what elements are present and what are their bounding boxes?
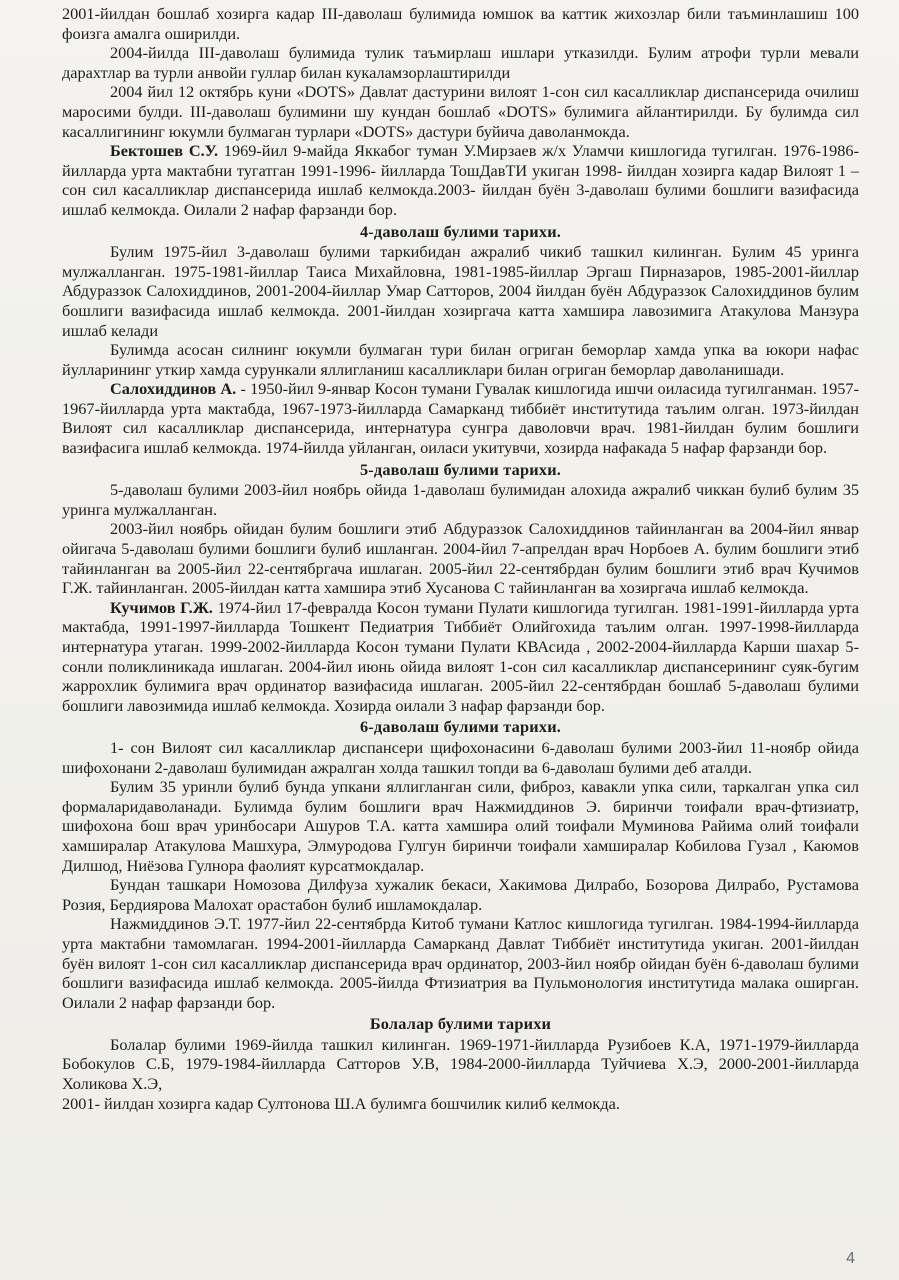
bio-text: - 1950-йил 9-январ Косон тумани Гувалак кишлогида ишчи оиласида тугилганман. 1957-1967-йилларда урта мактабда, 1967-1973-йилларда Самарканд тиббиёт институтида таълим олган. 1973-йилдан Вилоят сил касалликлар диспансерида, интернатура сунгра даволовчи врач. 1981-йилдан булим бошлиги вазифасига ишлаб келмокда. 1974-йилда уйланган, оиласи укитувчи, хозирда нафакада 5 нафар фарзанди бор. bbox=[62, 379, 859, 458]
paragraph: Бундан ташкари Номозова Дилфуза хужалик бекаси, Хакимова Дилрабо, Бозорова Дилрабо, Рустамова Розия, Бердиярова Малохат орастабон булиб ишламокдалар. bbox=[62, 875, 859, 914]
paragraph: Болалар булими 1969-йилда ташкил килинган. 1969-1971-йилларда Рузибоев К.А, 1971-1979-йилларда Бобокулов С.Б, 1979-1984-йилларда Сатторов У.В, 1984-2000-йилларда Туйчиева Х.Э, 2000-2001-йилларда Холикова Х.Э, bbox=[62, 1034, 859, 1094]
bio-paragraph bbox=[62, 598, 859, 716]
paragraph: 2001- йилдан хозирга кадар Султонова Ш.А булимга бошчилик килиб келмокда. bbox=[62, 1093, 620, 1113]
person-name: Кучимов Г.Ж. bbox=[110, 597, 213, 617]
paragraph: Булим 35 уринли булиб бунда упкани яллигланган сили, фиброз, кавакли упка сили, таркалган упка сил формаларидаволанади. Булимда булим бошлиги врач Нажмиддинов Э. биринчи тоифали врач-фтизиатр, шифохона бош врач уринбосари Ашуров Т.А. катта хамшира олий тоифали Муминова Райима олий тоифали хамширалар Атакулова Машхура, Элмуродова Гулгун биринчи тоифали хамширалар Кобилова Гузал , Каюмов Дилшод, Ниёзова Гулнора фаолият курсатмокдалар. bbox=[62, 777, 859, 875]
paragraph: Булимда асосан силнинг юкумли булмаган тури билан огриган беморлар хамда упка ва юкори нафас йулларининг уткир хамда сурункали яллигланиш касалликлари билан огриган беморлар даволанишади. bbox=[62, 340, 859, 379]
paragraph: 2004-йилда III-даволаш булимида тулик таъмирлаш ишлари утказилди. Булим атрофи турли мевали дарахтлар ва турли анвойи гуллар билан кукаламзорлаштирилди bbox=[62, 43, 859, 82]
section-heading: 5-даволаш булими тарихи. bbox=[359, 459, 562, 479]
paragraph: 1- сон Вилоят сил касалликлар диспансери щифохонасини 6-даволаш булими 2003-йил 11-ноябр ойида шифохонани 2-даволаш булимидан ажралган холда ташкил топди ва 6-даволаш булими деб аталди. bbox=[62, 737, 859, 777]
person-name: Салохиддинов А. bbox=[110, 379, 237, 399]
paragraph: 2001-йилдан бошлаб хозирга кадар III-даволаш булимида юмшок ва каттик жихозлар били таъминлашиш 100 фоизга амалга оширилди. bbox=[62, 4, 859, 43]
bio-text: 1969-йил 9-майда Яккабог туман У.Мирзаев ж/х Уламчи кишлогида тугилган. 1976-1986- йилларда урта мактабни тугатган 1991-1996- йилларда ТошДавТИ укиган 1998- йилдан хозирга кадар Вилоят 1 – сон сил касалликлар диспансерида ишлаб келмокда.2003- йилдан буён 3-даволаш булими бошлиги вазифасида ишлаб келмокда. Оилали 2 нафар фарзанди бор. bbox=[62, 141, 859, 219]
section-heading: Болалар булими тарихи bbox=[369, 1014, 552, 1034]
paragraph: 2003-йил ноябрь ойидан булим бошлиги этиб Абдураззок Салохиддинов тайинланган ва 2004-йил январ ойигача 5-даволаш булими бошлиги булиб ишланган. 2004-йил 7-апрелдан врач Норбоев А. булим бошлиги этиб тайинланган ва 2005-йил 22-сентябргача ишлаган. 2005-йил 22-сентябрдан булим бошлиги этиб врач Кучимов Г.Ж. тайинланган. 2005-йилдан катта хамшира этиб Хусанова С тайинланган ва хозиргача ишлаб келмокда. bbox=[62, 519, 859, 598]
bio-paragraph bbox=[62, 141, 859, 219]
paragraph: Булим 1975-йил 3-даволаш булими таркибидан ажралиб чикиб ташкил килинган. Булим 45 урингa мулжалланган. 1975-1981-йиллар Таиса Михайловна, 1981-1985-йиллар Эргаш Пирназаров, 1985-2001-йиллар Абдураззок Салохиддинов, 2001-2004-йиллар Умар Сатторов, 2004 йилдан буён Абдураззок Салохиддинов булим бошлиги вазифасида ишлаб келмокда. 2001-йилдан хозиргача катта хамшира лавозимига Атакулова Манзура ишлаб келади bbox=[62, 242, 859, 340]
bio-text: 1974-йил 17-февралда Косон тумани Пулати кишлогида тугилган. 1981-1991-йилларда урта мактабда, 1991-1997-йилларда Тошкент Педиатрия Тиббиёт Олийгохида таълим олган. 1997-1998-йилларда интернатура утаган. 1999-2002-йилларда Косон тумани Пулати КВАсида , 2002-2004-йилларда Карши шахар 5-сонли поликлиникада ишлаган. 2004-йил июнь ойида вилоят 1-сон сил касалликлар диспансерининг суяк-бугим жаррохлик булимига врач ординатор вазифасида ишлаган. 2005-йил 22-сентябрдан бошлаб 5-даволаш булими бошлиги лавозимида ишлаб келмокда. Хозирда оилали 3 нафар фарзанди бор. bbox=[62, 597, 860, 715]
person-name: Бектошев С.У. bbox=[110, 141, 219, 161]
page-number: 4 bbox=[846, 1250, 855, 1267]
paragraph: Нажмиддинов Э.Т. 1977-йил 22-сентябрда Китоб тумани Катлос кишлогида тугилган. 1984-1994-йилларда урта мактабни тамомлаган. 1994-2001-йилларда Самарканд Давлат Тиббиёт институтида укиган. 2001-йилдан буён вилоят 1-сон сил касалликлар диспансерида врач ординатор, 2003-йил ноябр ойидан буён 6-даволаш булими бошлиги вазифасида ишлаб келмокда. 2005-йилда Фтизиатрия ва Пульмонология институтида малака оширган. Оилали 2 нафар фарзанди бор. bbox=[62, 914, 859, 1012]
section-heading: 4-даволаш булими тарихи. bbox=[359, 221, 562, 241]
section-heading: 6-даволаш булими тарихи. bbox=[359, 717, 562, 737]
paragraph: 5-даволаш булими 2003-йил ноябрь ойида 1-даволаш булимидан алохида ажралиб чиккан булиб булим 35 уринга мулжалланган. bbox=[62, 480, 859, 519]
bio-paragraph bbox=[62, 379, 859, 457]
paragraph: 2004 йил 12 октябрь куни «DOTS» Давлат дастурини вилоят 1-сон сил касалликлар диспансерида очилиш маросими булди. III-даволаш булимини шу кундан бошлаб «DOTS» булимига айлантирилди. Бу булимда сил касаллигининг юкумли булмаган турлари «DOTS» дастури буйича даволанмокда. bbox=[62, 82, 859, 141]
